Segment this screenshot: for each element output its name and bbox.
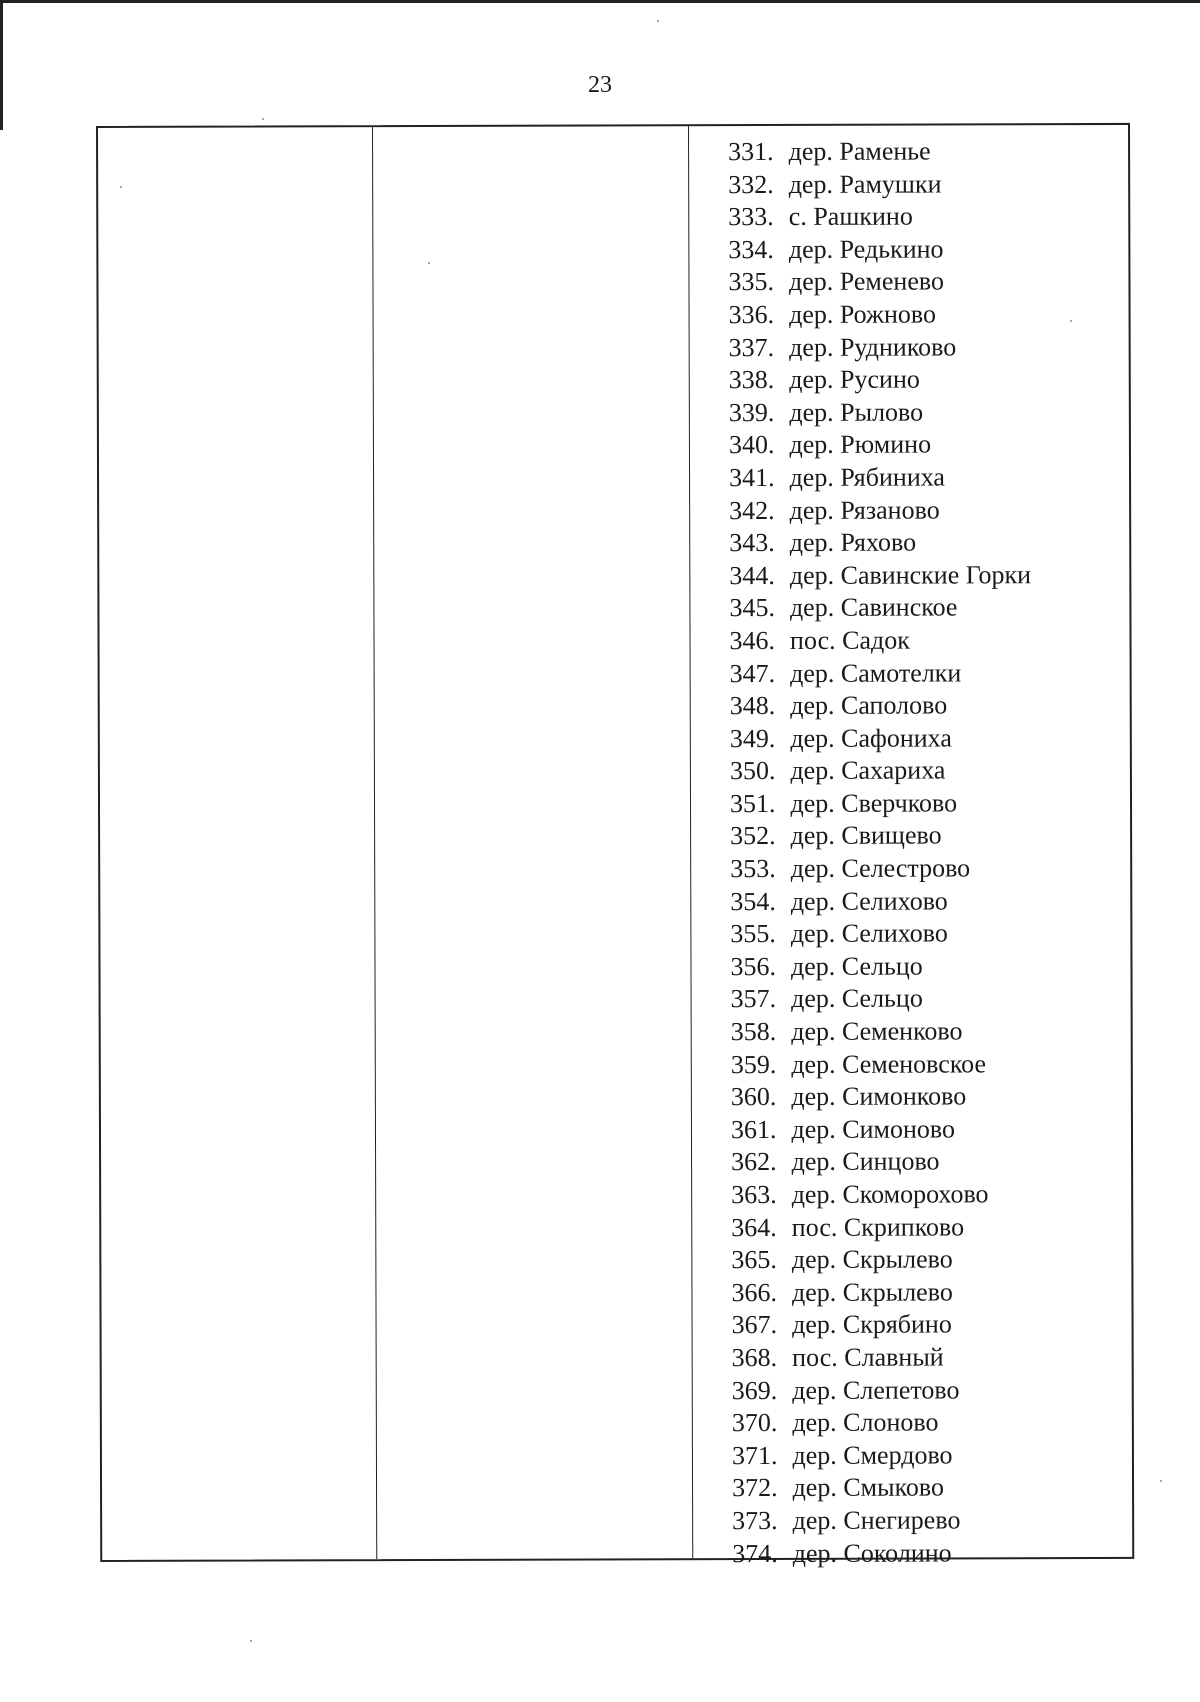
scan-speck — [120, 186, 122, 188]
list-item — [730, 820, 1032, 853]
list-item — [729, 298, 1031, 331]
list-item-name: дер. Селестрово — [790, 853, 971, 884]
list-item — [728, 266, 1030, 299]
list-item-number: 363. — [731, 1179, 777, 1210]
list-item — [731, 1276, 1033, 1309]
list-item — [731, 1048, 1033, 1081]
list-item-number: 369. — [731, 1375, 778, 1405]
list-item-name: дер. Ряхово — [789, 527, 917, 558]
list-item-number: 374. — [732, 1538, 778, 1568]
list-item-number: 367. — [731, 1310, 778, 1340]
list-item — [732, 1341, 1034, 1374]
list-item — [729, 396, 1031, 429]
scan-speck — [1070, 320, 1072, 322]
list-item-name: дер. Слоново — [792, 1407, 939, 1438]
scan-speck — [428, 262, 430, 264]
list-item-number: 353. — [730, 854, 776, 884]
list-item-number: 364. — [731, 1212, 777, 1242]
list-item — [728, 233, 1030, 266]
list-item-number: 331. — [728, 136, 774, 167]
list-item-name: дер. Соколино — [792, 1537, 952, 1568]
settlement-list — [728, 135, 1034, 1570]
list-item-number: 362. — [731, 1147, 777, 1177]
list-item-number: 359. — [730, 1049, 777, 1079]
list-item — [730, 852, 1032, 885]
list-item-number: 342. — [729, 495, 775, 525]
list-item-number: 339. — [728, 397, 775, 427]
list-item-name: дер. Рылово — [789, 397, 924, 427]
list-item-name: дер. Синцово — [791, 1146, 940, 1177]
list-item-number: 347. — [729, 658, 776, 688]
list-item-name: дер. Селихово — [790, 918, 948, 949]
list-item-name: дер. Рамушки — [788, 169, 942, 199]
scan-speck — [657, 20, 659, 22]
list-item-name: пос. Садок — [789, 625, 910, 655]
list-item — [728, 200, 1030, 233]
list-item-name: дер. Рязаново — [789, 495, 940, 525]
list-item — [730, 722, 1032, 755]
list-item-name: дер. Сельцо — [791, 983, 923, 1014]
list-item — [729, 526, 1031, 559]
table-column-empty — [98, 125, 1128, 128]
list-item-name: дер. Рябиниха — [789, 462, 945, 492]
list-item-name: дер. Слепетово — [792, 1375, 960, 1405]
list-item-name: дер. Редькино — [788, 234, 944, 264]
list-item — [732, 1374, 1034, 1407]
list-item-name: пос. Скрипково — [791, 1212, 965, 1242]
list-item-name: с. Рашкино — [788, 201, 913, 232]
list-item — [729, 331, 1031, 364]
list-item — [731, 1211, 1033, 1244]
list-item-number: 371. — [731, 1440, 778, 1470]
list-item — [731, 1080, 1033, 1113]
list-item-number: 366. — [731, 1277, 778, 1307]
list-item-name: дер. Саполово — [790, 690, 948, 721]
list-item — [729, 461, 1031, 494]
list-item-name: дер. Свищево — [790, 820, 942, 851]
list-item-number: 365. — [731, 1245, 777, 1275]
list-item — [729, 624, 1031, 657]
list-item-number: 356. — [730, 951, 777, 981]
list-item-number: 346. — [729, 625, 776, 656]
list-item-number: 340. — [728, 430, 775, 460]
list-item — [732, 1309, 1034, 1342]
list-item — [732, 1406, 1034, 1439]
list-item — [730, 917, 1032, 950]
list-item-number: 345. — [729, 593, 775, 623]
list-item-name: дер. Симоново — [791, 1114, 956, 1144]
list-item-number: 368. — [731, 1342, 778, 1373]
list-item-number: 352. — [730, 821, 776, 851]
list-item — [729, 592, 1031, 625]
list-item-name: дер. Селихово — [790, 886, 948, 916]
list-item-number: 333. — [728, 202, 774, 232]
list-item-name: дер. Рудниково — [789, 332, 957, 362]
list-item-name: дер. Сельцо — [790, 951, 923, 981]
page-number: 23 — [588, 72, 612, 98]
list-item-number: 360. — [730, 1082, 777, 1112]
list-item-name: дер. Скрылево — [791, 1244, 953, 1275]
list-item-name: дер. Савинские Горки — [789, 559, 1032, 590]
list-item-name: дер. Скоморохово — [791, 1179, 989, 1209]
list-item-name: дер. Сафониха — [790, 723, 952, 753]
list-item-name: дер. Рожново — [789, 299, 937, 329]
list-item-number: 341. — [729, 462, 775, 493]
list-item — [731, 1146, 1033, 1179]
list-item — [731, 1178, 1033, 1211]
list-item — [729, 429, 1031, 462]
list-item — [731, 1015, 1033, 1048]
list-item-number: 334. — [728, 234, 774, 264]
list-item-name: дер. Ременево — [788, 266, 944, 297]
scan-speck — [262, 118, 264, 120]
list-item-number: 361. — [730, 1114, 777, 1144]
list-item-name: дер. Смердово — [792, 1440, 953, 1470]
scan-speck — [1160, 1480, 1162, 1482]
list-item-name: дер. Раменье — [788, 136, 931, 166]
list-item-name: дер. Семенково — [791, 1016, 963, 1046]
column-divider — [372, 127, 377, 1559]
list-item — [732, 1537, 1034, 1570]
list-item — [729, 559, 1031, 592]
table-column-empty — [98, 125, 1128, 128]
list-item — [730, 950, 1032, 983]
list-item-number: 348. — [729, 691, 776, 721]
list-item-name: дер. Скрябино — [792, 1309, 952, 1340]
list-item-number: 373. — [732, 1505, 778, 1536]
list-item-number: 349. — [729, 723, 776, 753]
list-item-number: 332. — [728, 169, 774, 199]
column-divider — [688, 126, 693, 1558]
list-item-name: дер. Симонково — [791, 1081, 967, 1112]
list-item-name: дер. Савинское — [789, 592, 958, 623]
list-item-number: 372. — [732, 1473, 778, 1503]
list-item-name: дер. Русино — [789, 364, 920, 395]
list-item — [729, 494, 1031, 527]
list-item — [732, 1472, 1034, 1505]
list-item-name: дер. Смыково — [792, 1472, 945, 1503]
list-item-number: 336. — [728, 299, 775, 330]
list-item-number: 343. — [729, 528, 775, 558]
list-item-number: 335. — [728, 267, 775, 297]
settlements-table — [96, 123, 1134, 1568]
list-item-number: 344. — [729, 560, 775, 590]
list-item-number: 351. — [729, 788, 776, 818]
list-item — [732, 1504, 1034, 1537]
list-item — [730, 657, 1032, 690]
list-item-name: дер. Сахариха — [790, 755, 946, 786]
scan-speck — [250, 1640, 252, 1642]
list-item-name: дер. Сверчково — [790, 788, 958, 818]
list-item — [729, 363, 1031, 396]
list-item — [730, 689, 1032, 722]
list-item-name: дер. Скрылево — [791, 1277, 953, 1307]
list-item — [728, 135, 1030, 168]
list-item — [728, 168, 1030, 201]
list-item-number: 370. — [731, 1408, 778, 1438]
scan-edge-left — [0, 0, 3, 130]
list-item-number: 357. — [730, 984, 777, 1014]
list-item — [731, 1113, 1033, 1146]
list-item — [732, 1439, 1034, 1472]
scan-edge-top — [0, 0, 1200, 3]
list-item-number: 350. — [729, 756, 776, 786]
list-item — [730, 885, 1032, 918]
list-item-name: пос. Славный — [792, 1342, 944, 1372]
list-item-number: 354. — [730, 886, 776, 916]
list-item-name: дер. Самотелки — [790, 657, 962, 688]
list-item — [730, 755, 1032, 788]
list-item-name: дер. Снегирево — [792, 1505, 961, 1535]
list-item-number: 355. — [730, 919, 776, 949]
list-item-number: 358. — [730, 1017, 777, 1047]
list-item-number: 337. — [728, 332, 775, 362]
list-item-name: дер. Семеновское — [791, 1048, 987, 1079]
list-item — [731, 983, 1033, 1016]
list-item — [730, 787, 1032, 820]
list-item-number: 338. — [728, 365, 775, 395]
list-item-name: дер. Рюмино — [789, 429, 932, 460]
list-item — [731, 1243, 1033, 1276]
